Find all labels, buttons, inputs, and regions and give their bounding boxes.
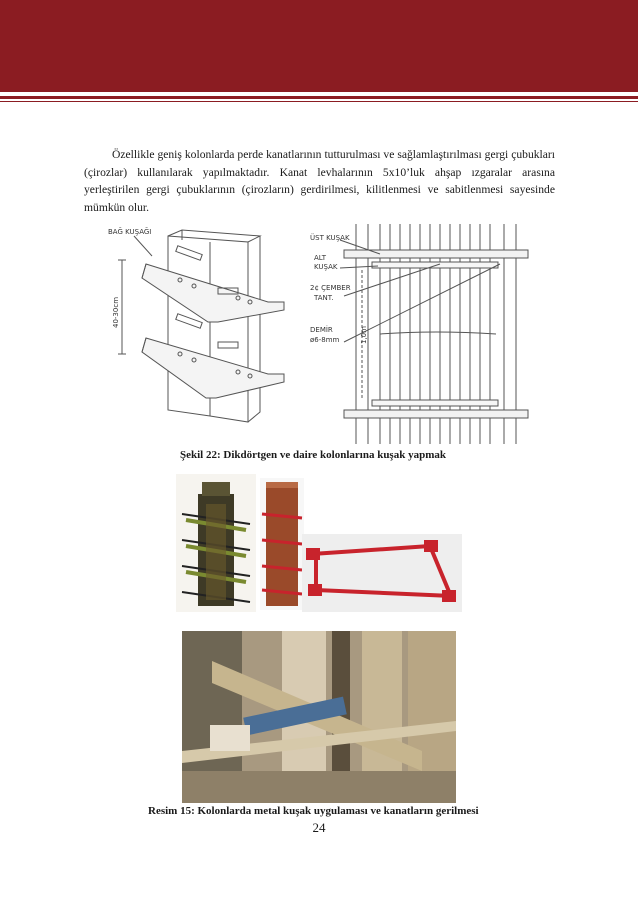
label-right-height: 1,0m (360, 326, 368, 344)
header-rule-thin (0, 101, 638, 102)
figure-rect-column-drawing (98, 222, 294, 434)
body-paragraph: Özellikle geniş kolonlarda perde kanatlarının tutturulması ve sağlamlaştırılması gergi çubukları (çirozlar) kullanılarak yapılmaktadır. Kanat levhalarının 5x10’luk ahşap ızgaralar arasına yerleştirilen gergi çubuklarının (çirozların) gerdirilmesi, kilitlenmesi ve sabitlenmesi sayesinde mümkün olur. (84, 148, 555, 214)
photo-wooden-column (260, 478, 304, 610)
label-ust-kusak: ÜST KUŞAK (310, 234, 350, 242)
photo-red-metal-clamp (302, 534, 462, 612)
resim-15-caption: Resim 15: Kolonlarda metal kuşak uygulaması ve kanatların gerilmesi (148, 805, 479, 817)
label-bag-kusagi: BAĞ KUŞAĞI (108, 228, 152, 236)
figure-round-column-drawing (300, 224, 532, 444)
photo-column-clamps (176, 474, 256, 612)
label-demir: DEMİR (310, 326, 333, 334)
label-cember: 2¢ ÇEMBER (310, 284, 351, 292)
label-alt: ALT (314, 254, 327, 262)
label-left-height: 40-30cm (112, 296, 120, 328)
label-kusak: KUŞAK (314, 263, 338, 271)
figure-22-caption: Şekil 22: Dikdörtgen ve daire kolonlarına kuşak yapmak (180, 449, 446, 461)
header-band (0, 0, 638, 92)
label-tant: TANT. (314, 294, 334, 302)
label-diameter: ø6-8mm (310, 336, 340, 344)
page-number: 24 (312, 820, 326, 835)
photo-formwork-tensioning (182, 631, 456, 803)
header-rule (0, 96, 638, 99)
